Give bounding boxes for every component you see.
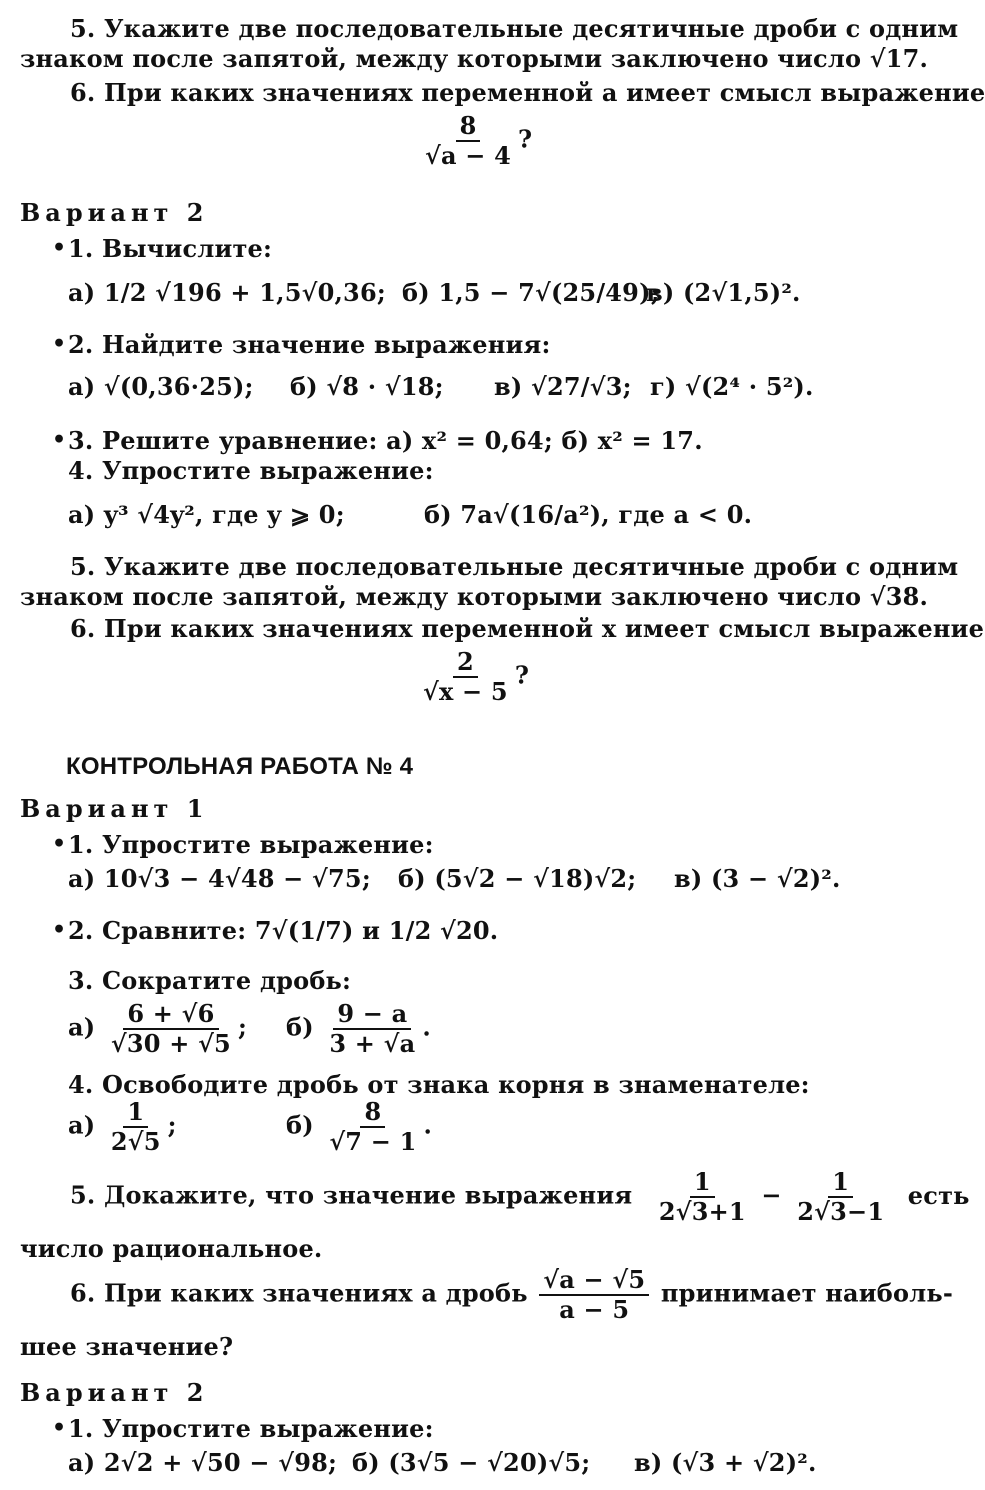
v2-q2-a: а) √(0,36·25); — [68, 372, 254, 401]
v2-q6-fraction: $\frac{2}{√x - 5}$ ? — [423, 647, 530, 706]
kr4-v2-q1-b: б) (3√5 − √20)√5; — [352, 1448, 591, 1477]
kr4-v2-q1: 1. Упростите выражение: — [68, 1414, 434, 1443]
kr4-q3-b: б) $\frac{9 - a}{3 + √a}$ . — [286, 999, 431, 1058]
bullet-icon: • — [52, 427, 67, 453]
bullet-icon: • — [52, 1415, 67, 1441]
v2-q1-a: а) 1/2 √196 + 1,5√0,36; — [68, 278, 386, 307]
v2-q5-line1: 5. Укажите две последовательные десятичные дроби с одним — [70, 552, 959, 581]
bullet-icon: • — [52, 831, 67, 857]
v1-q6-fraction: $\frac{8}{√a - 4}$ ? — [425, 111, 533, 170]
v2-q1-b: б) 1,5 − 7√(25/49); — [402, 278, 660, 307]
kr4-q5: 5. Докажите, что значение выражения $\frac{1}{2√3+1}$ − $\frac{1}{2√3-1}$ есть — [70, 1167, 970, 1226]
v2-q6: 6. При каких значениях переменной x имеет смысл выражение — [70, 614, 985, 643]
kr4-v2-heading: Вариант 2 — [20, 1378, 209, 1407]
bullet-icon: • — [52, 235, 67, 261]
v2-q2: 2. Найдите значение выражения: — [68, 330, 551, 359]
kr4-q6: 6. При каких значениях a дробь $\frac{√a - √5}{a - 5}$ принимает наиболь- — [70, 1265, 953, 1324]
kr4-q4: 4. Освободите дробь от знака корня в знаменателе: — [68, 1070, 810, 1099]
kr4-q1: 1. Упростите выражение: — [68, 830, 434, 859]
kr4-q5-line2: число рациональное. — [20, 1234, 323, 1263]
v2-q4-a: а) y³ √4y², где y ⩾ 0; — [68, 500, 345, 529]
bullet-icon: • — [52, 917, 67, 943]
kr4-title: КОНТРОЛЬНАЯ РАБОТА № 4 — [66, 753, 414, 780]
v2-q1-c: в) (2√1,5)². — [646, 278, 801, 307]
v1-q5-line2: знаком после запятой, между которыми заключено число √17. — [20, 44, 929, 73]
v2-q2-b: б) √8 · √18; — [290, 372, 444, 401]
v2-q4-b: б) 7a√(16/a²), где a < 0. — [424, 500, 753, 529]
v2-q4: 4. Упростите выражение: — [68, 456, 434, 485]
kr4-q4-b: б) $\frac{8}{√7 - 1}$ . — [286, 1097, 433, 1156]
kr4-q1-a: а) 10√3 − 4√48 − √75; — [68, 864, 371, 893]
kr4-v1-heading: Вариант 1 — [20, 794, 209, 823]
kr4-v2-q1-a: а) 2√2 + √50 − √98; — [68, 1448, 338, 1477]
kr4-q1-b: б) (5√2 − √18)√2; — [398, 864, 637, 893]
v2-q1: 1. Вычислите: — [68, 234, 273, 263]
v1-q6: 6. При каких значениях переменной a имеет смысл выражение — [70, 78, 985, 107]
v2-q2-c: в) √27/√3; — [494, 372, 632, 401]
v2-q5-line2: знаком после запятой, между которыми заключено число √38. — [20, 582, 929, 611]
v1-q5-line1: 5. Укажите две последовательные десятичные дроби с одним — [70, 14, 959, 43]
kr4-q3: 3. Сократите дробь: — [68, 966, 352, 995]
v2-heading: Вариант 2 — [20, 198, 209, 227]
kr4-q4-a: а) $\frac{1}{2√5}$ ; — [68, 1097, 177, 1156]
kr4-q2: 2. Сравните: 7√(1/7) и 1/2 √20. — [68, 916, 499, 945]
kr4-q1-c: в) (3 − √2)². — [674, 864, 841, 893]
kr4-v2-q1-c: в) (√3 + √2)². — [634, 1448, 817, 1477]
kr4-q3-a: а) $\frac{6 + √6}{√30 + √5}$ ; — [68, 999, 248, 1058]
bullet-icon: • — [52, 331, 67, 357]
v2-q3: 3. Решите уравнение: а) x² = 0,64; б) x² = 17. — [68, 426, 703, 455]
v2-q2-d: г) √(2⁴ · 5²). — [650, 372, 814, 401]
kr4-q6-line2: шее значение? — [20, 1332, 234, 1361]
